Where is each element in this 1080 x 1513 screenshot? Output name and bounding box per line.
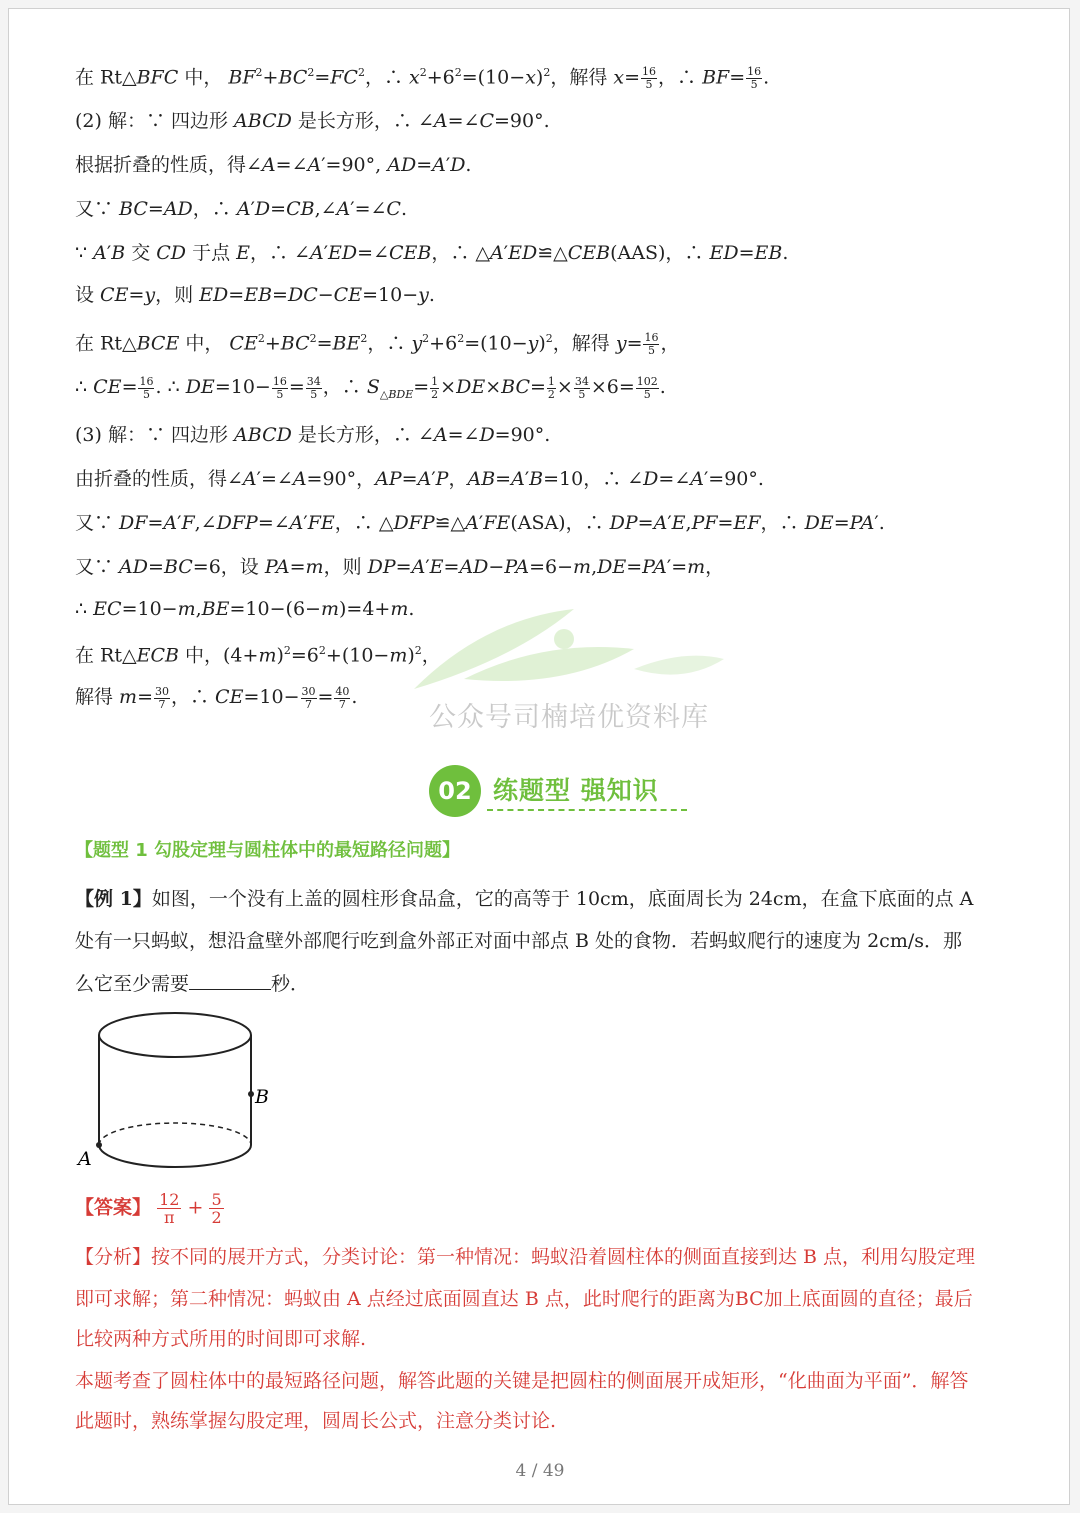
answer-frac1-num: 12 xyxy=(159,1190,180,1209)
solution-line-15: 解得 m= $\frac{30}{7}$ ，∴ CE=10− $\frac{30}{7}$ = $\frac{40}{7}$ . xyxy=(75,684,358,711)
analysis-line-2: 即可求解；第二种情况：蚂蚁由 A 点经过底面圆直达 B 点，此时爬行的距离为BC加上底面圆的直径；最后 xyxy=(75,1288,973,1310)
solution-line-2: (2) 解：∵ 四边形 ABCD 是长方形，∴ ∠A=∠C=90°. xyxy=(75,110,550,132)
example-text-1: 如图，一个没有上盖的圆柱形食品盒，它的高等于 10cm，底面周长为 24cm，在盒下底面的点 A xyxy=(151,888,974,910)
analysis-line-1: 【分析】按不同的展开方式，分类讨论：第一种情况：蚂蚁沿着圆柱体的侧面直接到达 B 点，利用勾股定理 xyxy=(75,1246,976,1268)
watermark-text: 公众号司楠培优资料库 xyxy=(429,702,709,733)
answer-line xyxy=(75,1191,224,1226)
solution-line-9: (3) 解：∵ 四边形 ABCD 是长方形，∴ ∠A=∠D=90°. xyxy=(75,424,551,446)
example-line-3 xyxy=(75,969,309,998)
solution-line-8: ∴ CE= $\frac{16}{5}$ . ∴ DE=10− $\frac{16}{5}$ = $\frac{34}{5}$ ，∴ $S_{\triangle BDE}=$ $\frac{1}{2}$ ×DE×BC= $\frac{1}{2}$ × $\frac{34}{5}$ ×6= $\frac{102}{5}$ . xyxy=(75,374,666,401)
analysis-line-4: 本题考查了圆柱体中的最短路径问题，解答此题的关键是把圆柱的侧面展开成矩形，“化曲面为平面”．解答 xyxy=(75,1370,969,1392)
topic-heading: 【题型 1 勾股定理与圆柱体中的最短路径问题】 xyxy=(75,840,461,861)
solution-line-5: ∵ A′B 交 CD 于点 E，∴ ∠A′ED=∠CEB，∴ △A′ED≌△CEB(AAS)，∴ ED=EB. xyxy=(75,242,789,264)
solution-line-3: 根据折叠的性质，得∠A=∠A′=90°, AD=A′D. xyxy=(75,154,472,176)
answer-frac2-den: 2 xyxy=(211,1208,222,1227)
section-header xyxy=(429,765,689,817)
answer-plus: + xyxy=(187,1196,204,1219)
example-line-1 xyxy=(75,885,973,913)
document-page xyxy=(8,8,1070,1505)
example-label: 【例 1】 xyxy=(75,888,152,910)
answer-frac2-num: 5 xyxy=(211,1190,222,1209)
example-line-2: 处有一只蚂蚁，想沿盒壁外部爬行吃到盒外部正对面中部点 B 处的食物．若蚂蚁爬行的速度为 2cm/s．那 xyxy=(75,930,962,952)
watermark-leaf-icon xyxy=(404,599,734,709)
analysis-line-5: 此题时，熟练掌握勾股定理，圆周长公式，注意分类讨论. xyxy=(75,1410,557,1432)
section-number: 02 xyxy=(429,765,481,817)
solution-line-1: 在 Rt△BFC 中， $BF^2+BC^2=FC^2$，∴ $x^2+6^2=(10-x)^2$，解得 x= $\frac{16}{5}$ ，∴ BF= $\frac{16}{5}$ . xyxy=(75,64,770,91)
example-text-3b: 秒． xyxy=(271,973,310,995)
solution-line-13: ∴ EC=10−m,BE=10−(6−m)=4+m. xyxy=(75,598,415,620)
solution-line-7: 在 Rt△BCE 中， $CE^2+BC^2=BE^2$，∴ $y^2+6^2=(10-y)^2$，解得 y= $\frac{16}{5}$ ， xyxy=(75,330,680,357)
answer-blank xyxy=(189,969,271,990)
cylinder-figure xyxy=(75,1007,295,1177)
label-a: A xyxy=(78,1148,92,1170)
solution-line-10: 由折叠的性质，得∠A′=∠A=90°，AP=A′P，AB=A′B=10，∴ ∠D=∠A′=90°. xyxy=(75,468,764,490)
page-number: 4 / 49 xyxy=(515,1461,565,1481)
analysis-line-3: 比较两种方式所用的时间即可求解. xyxy=(75,1328,367,1350)
point-a xyxy=(96,1142,102,1148)
section-title: 练题型 强知识 xyxy=(493,776,659,805)
solution-line-14: 在 Rt△ECB 中，$(4+m)^2=6^2+(10-m)^2$， xyxy=(75,644,441,667)
point-b xyxy=(248,1091,254,1097)
solution-line-12: 又∵ AD=BC=6，设 PA=m，则 DP=A′E=AD−PA=6−m,DE=PA′=m， xyxy=(75,556,725,578)
answer-frac1-den: π xyxy=(163,1208,175,1227)
section-underline xyxy=(487,809,687,811)
label-b: B xyxy=(255,1086,269,1108)
answer-label: 【答案】 xyxy=(75,1196,152,1219)
solution-line-6: 设 CE=y，则 ED=EB=DC−CE=10−y. xyxy=(75,284,435,306)
solution-line-4: 又∵ BC=AD，∴ A′D=CB,∠A′=∠C. xyxy=(75,198,408,220)
example-text-3a: 么它至少需要 xyxy=(75,973,190,995)
solution-line-11: 又∵ DF=A′F,∠DFP=∠A′FE，∴ △DFP≌△A′FE(ASA)，∴ DP=A′E,PF=EF，∴ DE=PA′. xyxy=(75,512,885,534)
